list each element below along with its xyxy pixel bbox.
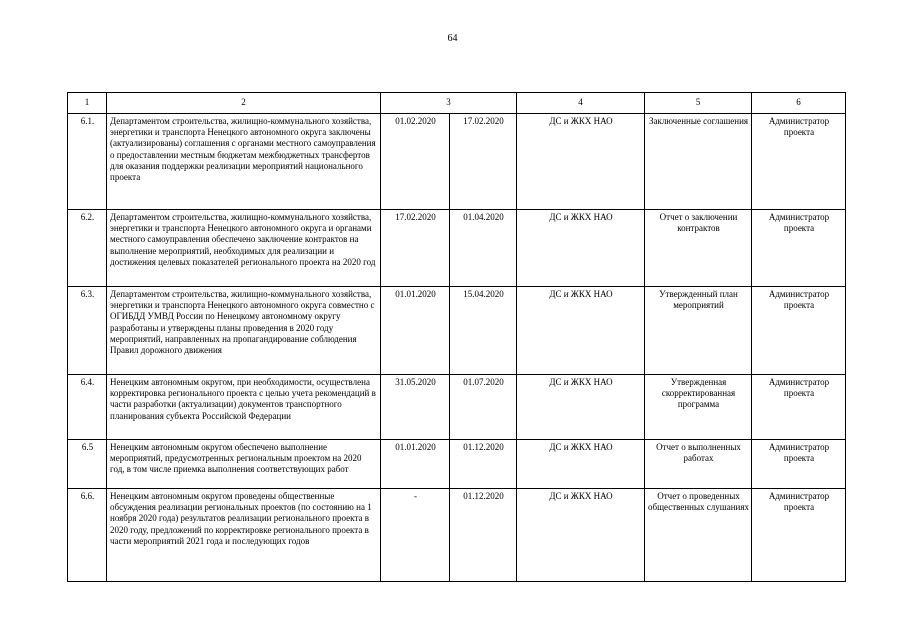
row-start-date: 31.05.2020 (381, 375, 450, 440)
row-number: 6.4. (68, 375, 107, 440)
header-cell-2: 2 (107, 93, 381, 114)
page-number: 64 (447, 33, 458, 44)
row-end-date: 01.12.2020 (450, 489, 517, 582)
table-row (68, 114, 846, 210)
row-role: Администратор проекта (752, 210, 846, 287)
row-executor: ДС и ЖКХ НАО (517, 114, 645, 210)
row-end-date: 01.04.2020 (450, 210, 517, 287)
row-role: Администратор проекта (752, 287, 846, 375)
row-number: 6.1. (68, 114, 107, 210)
row-description: Департаментом строительства, жилищно-коммунального хозяйства, энергетики и транспорта Ненецкого автономного округа заключены (актуализированы) соглашения с органами местного самоуправления о предоставлении местным бюджетам межбюджетных трансфертов для оказания поддержки реализации мероприятий национального проекта (107, 114, 381, 210)
row-result: Отчет о заключении контрактов (645, 210, 752, 287)
row-role: Администратор проекта (752, 489, 846, 582)
row-description: Департаментом строительства, жилищно-коммунального хозяйства, энергетики и транспорта Ненецкого автономного округа и органами местного самоуправления обеспечено заключение контрактов на выполнение мероприятий, необходимых для реализации и достижения целевых показателей регионального проекта на 2020 год (107, 210, 381, 287)
row-number: 6.3. (68, 287, 107, 375)
project-plan-table (67, 92, 846, 582)
row-description: Ненецким автономным округом проведены общественные обсуждения реализации региональных проектов (по состоянию на 1 ноября 2020 года) результатов реализации регионального проекта в 2020 году, предложений по корректировке регионального проекта в части мероприятий 2021 года и последующих годов (107, 489, 381, 582)
row-role: Администратор проекта (752, 114, 846, 210)
row-executor: ДС и ЖКХ НАО (517, 440, 645, 489)
row-description: Департаментом строительства, жилищно-коммунального хозяйства, энергетики и транспорта Ненецкого автономного округа совместно с ОГИБДД УМВД России по Ненецкому автономному округу разработаны и утверждены планы проведения в 2020 году мероприятий, направленных на пропагандирование соблюдения Правил дорожного движения (107, 287, 381, 375)
row-start-date: - (381, 489, 450, 582)
table-header-row (68, 93, 846, 114)
header-cell-1: 1 (68, 93, 107, 114)
table-row (68, 375, 846, 440)
row-executor: ДС и ЖКХ НАО (517, 287, 645, 375)
row-end-date: 17.02.2020 (450, 114, 517, 210)
row-result: Утвержденная скорректированная программа (645, 375, 752, 440)
header-cell-5: 5 (645, 93, 752, 114)
header-cell-6: 6 (752, 93, 846, 114)
row-result: Отчет о выполненных работах (645, 440, 752, 489)
row-start-date: 17.02.2020 (381, 210, 450, 287)
row-start-date: 01.01.2020 (381, 440, 450, 489)
row-result: Утвержденный план мероприятий (645, 287, 752, 375)
row-executor: ДС и ЖКХ НАО (517, 375, 645, 440)
row-description: Ненецким автономным округом, при необходимости, осуществлена корректировка регионального проекта с целью учета рекомендаций в части разработки (актуализации) документов транспортного планирования субъекта Российской Федерации (107, 375, 381, 440)
table-row (68, 489, 846, 582)
row-end-date: 15.04.2020 (450, 287, 517, 375)
row-start-date: 01.02.2020 (381, 114, 450, 210)
row-result: Заключенные соглашения (645, 114, 752, 210)
row-number: 6.6. (68, 489, 107, 582)
row-end-date: 01.07.2020 (450, 375, 517, 440)
row-start-date: 01.01.2020 (381, 287, 450, 375)
header-cell-3: 3 (381, 93, 517, 114)
row-role: Администратор проекта (752, 375, 846, 440)
row-executor: ДС и ЖКХ НАО (517, 210, 645, 287)
row-description: Ненецким автономным округом обеспечено выполнение мероприятий, предусмотренных региональным проектом на 2020 год, в том числе приемка выполнения соответствующих работ (107, 440, 381, 489)
row-role: Администратор проекта (752, 440, 846, 489)
row-result: Отчет о проведенных общественных слушаниях (645, 489, 752, 582)
row-executor: ДС и ЖКХ НАО (517, 489, 645, 582)
row-number: 6.5 (68, 440, 107, 489)
row-number: 6.2. (68, 210, 107, 287)
table-row (68, 440, 846, 489)
table-row (68, 210, 846, 287)
row-end-date: 01.12.2020 (450, 440, 517, 489)
header-cell-4: 4 (517, 93, 645, 114)
table-row (68, 287, 846, 375)
